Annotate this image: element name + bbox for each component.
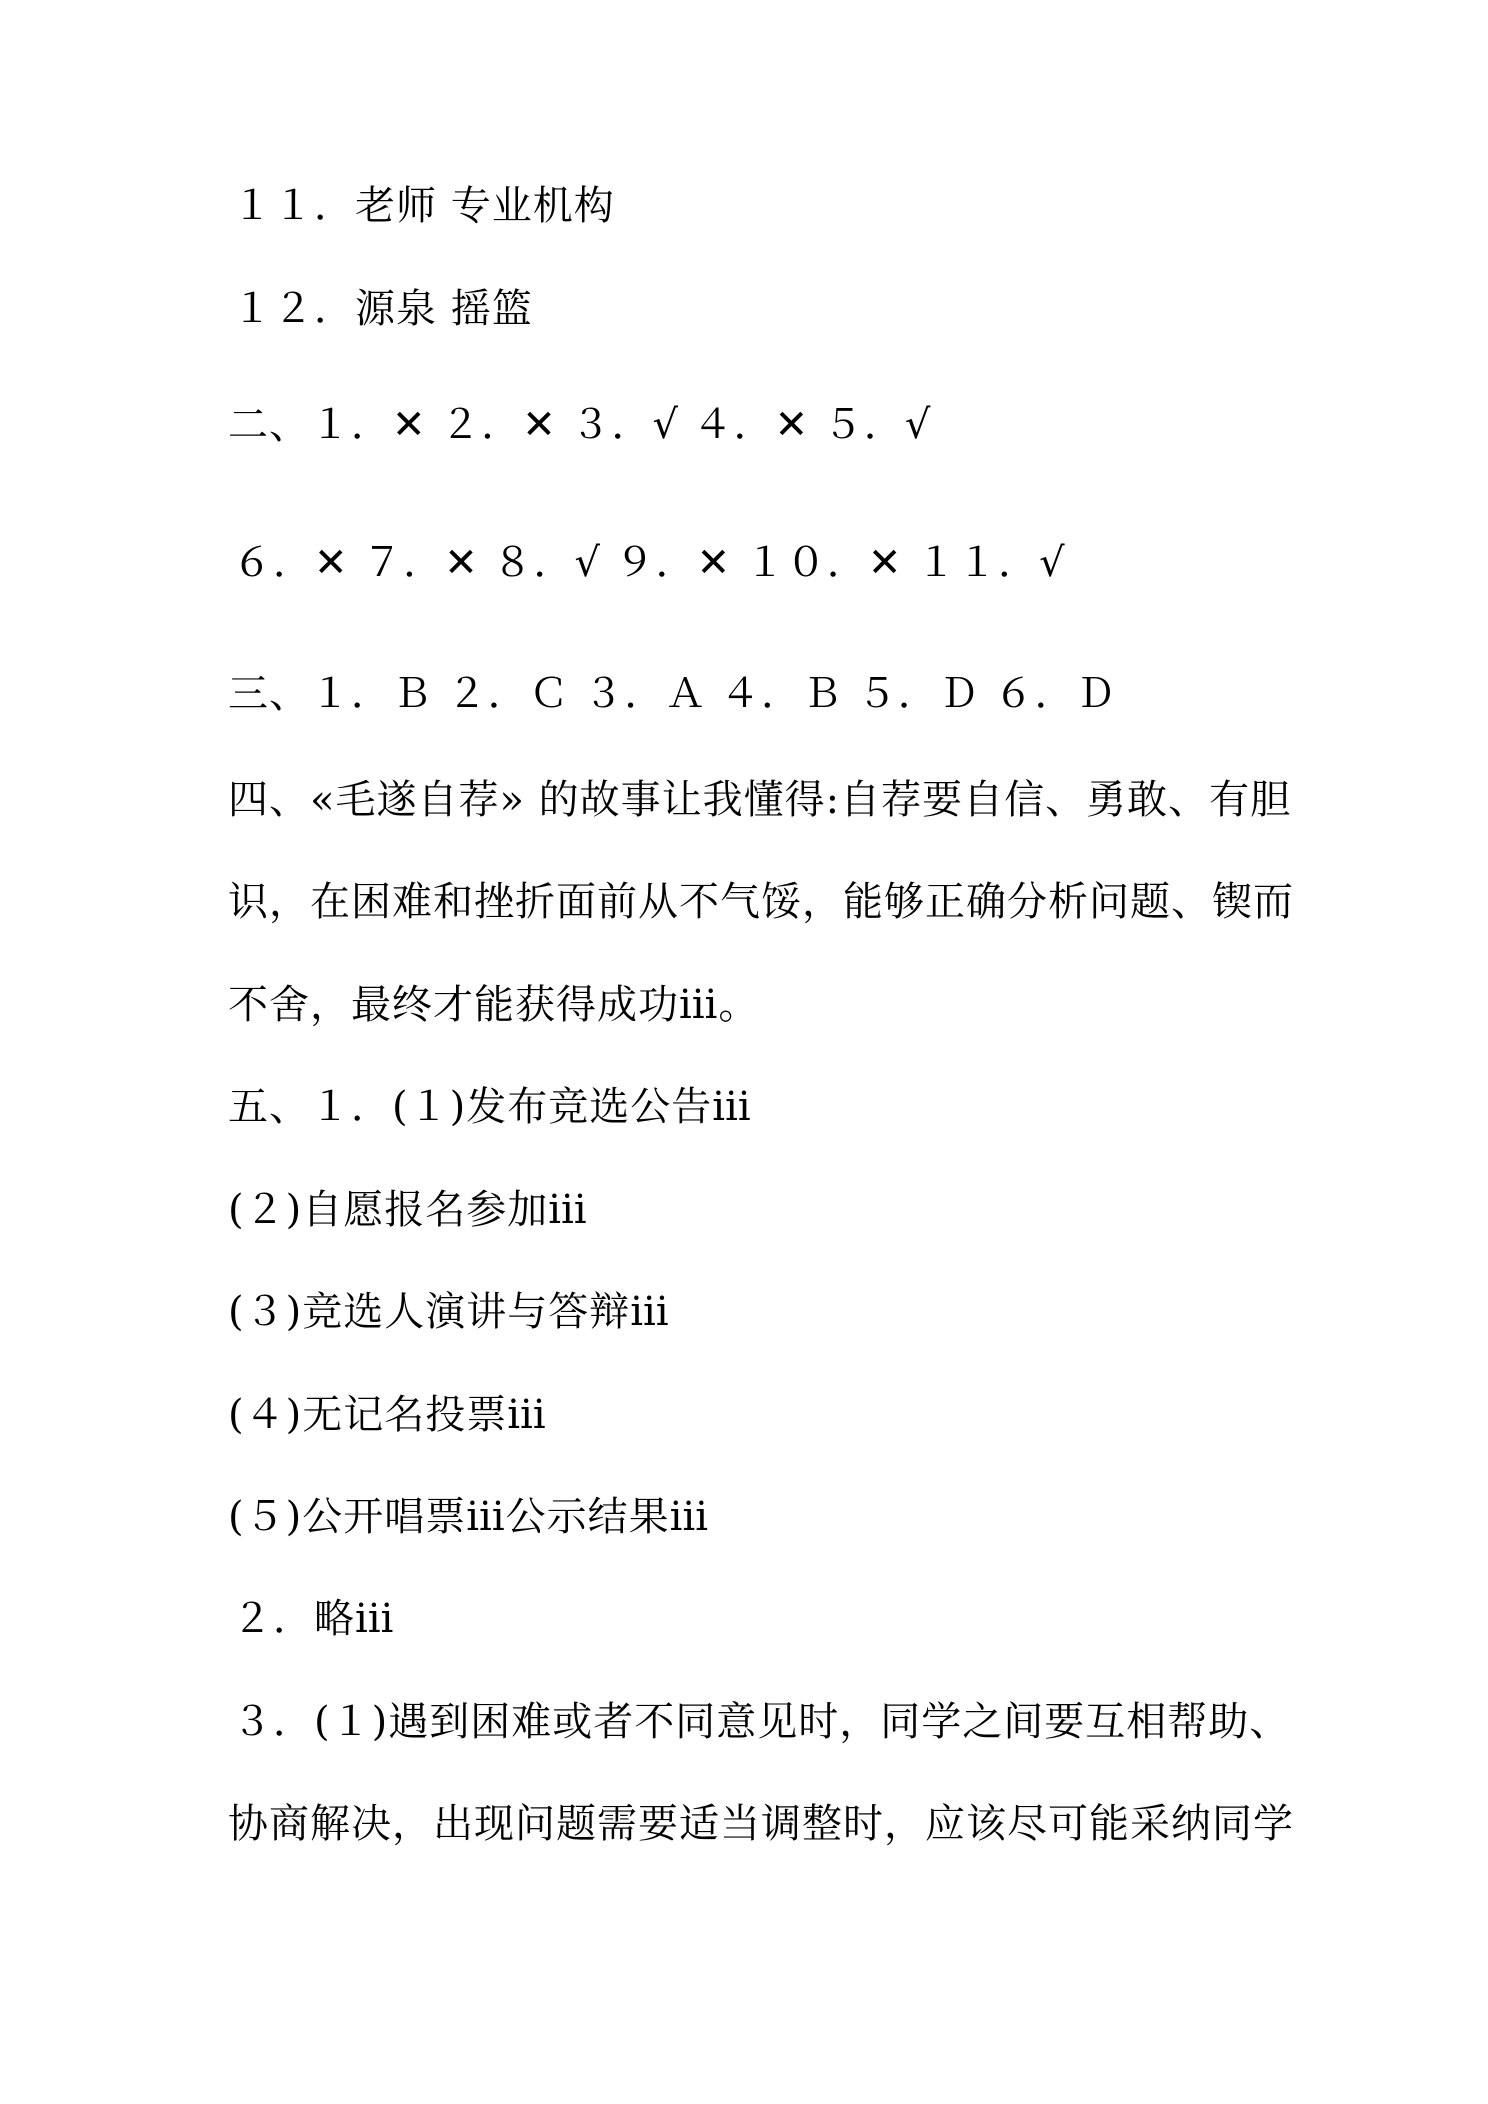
- answer-line-5: 三、１．Ｂ ２．Ｃ ３．Ａ ４．Ｂ ５．Ｄ ６．Ｄ: [228, 671, 1117, 717]
- answer-line-6: 四、«毛遂自荐» 的故事让我懂得:自荐要自信、勇敢、有胆: [228, 777, 1292, 823]
- answer-line-2: １２．源泉 摇篮: [232, 286, 533, 332]
- answer-line-3: 二、１．✕ ２．✕ ３．√ ４．✕ ５．√: [228, 402, 932, 448]
- answer-line-10: (２)自愿报名参加ⅲ: [228, 1187, 588, 1233]
- answer-line-13: (５)公开唱票ⅲ公示结果ⅲ: [228, 1494, 709, 1540]
- answer-line-12: (４)无记名投票ⅲ: [228, 1392, 547, 1438]
- answer-line-14: ２．略ⅲ: [232, 1596, 395, 1642]
- answer-line-11: (３)竞选人演讲与答辩ⅲ: [228, 1289, 670, 1335]
- answer-line-15: ３．(１)遇到困难或者不同意见时，同学之间要互相帮助、: [232, 1699, 1291, 1745]
- answer-line-16: 协商解决，出现问题需要适当调整时，应该尽可能采纳同学: [228, 1801, 1294, 1847]
- answer-line-9: 五、１．(１)发布竞选公告ⅲ: [228, 1084, 752, 1130]
- answer-line-4: ６．✕ ７．✕ ８．√ ９．✕ １０．✕ １１．√: [232, 540, 1066, 586]
- answer-line-1: １１．老师 专业机构: [232, 183, 615, 229]
- answer-line-8: 不舍，最终才能获得成功ⅲ。: [228, 982, 760, 1028]
- answer-line-7: 识，在困难和挫折面前从不气馁，能够正确分析问题、锲而: [228, 879, 1294, 925]
